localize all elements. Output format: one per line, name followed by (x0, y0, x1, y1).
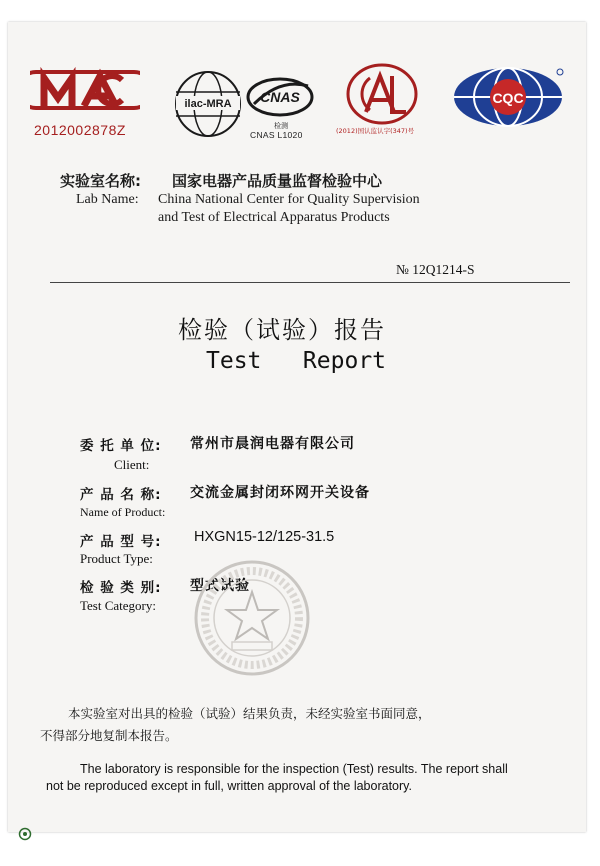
cal-caption: (2012)国认监认字(347)号 (336, 127, 415, 135)
cma-logo (30, 66, 140, 118)
corner-circle-icon (18, 827, 32, 841)
report-title-cn: 检验（试验）报告 (178, 316, 386, 344)
header-divider (50, 282, 570, 283)
corner-mark (18, 826, 32, 845)
svg-text:CQC: CQC (492, 90, 524, 106)
client-label-en: Client: (114, 457, 150, 472)
lab-label-en: Lab Name: (76, 192, 139, 207)
test-category-label-en: Test Category: (80, 598, 156, 613)
test-category-value: 型式试验 (190, 578, 250, 594)
lab-name-cn: 国家电器产品质量监督检验中心 (172, 172, 383, 190)
cma-logo-icon (30, 66, 140, 114)
lab-label-cn: 实验室名称: (60, 172, 141, 190)
cqc-logo (450, 64, 566, 134)
ilac-mra-logo (172, 68, 244, 144)
product-name-label-en: Name of Product: (80, 505, 166, 519)
svg-text:ilac-MRA: ilac-MRA (184, 98, 232, 110)
lab-name-en-line1: China National Center for Quality Supervision (158, 192, 420, 207)
test-category-label-cn: 检 验 类 别: (80, 580, 162, 596)
seal-star-icon (190, 556, 314, 680)
report-number: № 12Q1214-S (396, 262, 475, 277)
client-label-cn: 委 托 单 位: (80, 438, 162, 454)
client-value: 常州市晨润电器有限公司 (190, 436, 355, 452)
product-name-label-cn: 产 品 名 称: (80, 487, 162, 503)
lab-name-en-line2: and Test of Electrical Apparatus Products (158, 210, 390, 225)
cal-logo (344, 62, 420, 130)
cnas-swoosh-icon (244, 74, 316, 120)
svg-text:CNAS: CNAS (260, 89, 300, 105)
cnas-caption-cn: 检测 (274, 122, 288, 130)
report-title-en: Test Report (206, 348, 387, 374)
disclaimer-cn-line1: 本实验室对出具的检验（试验）结果负责，未经实验室书面同意， (68, 706, 431, 721)
disclaimer-en-line1: The laboratory is responsible for the inspection (Test) results. The report shall (80, 762, 508, 776)
disclaimer-en-line2: not be reproduced except in full, written approval of the laboratory. (46, 779, 412, 793)
product-name-value: 交流金属封闭环网开关设备 (190, 485, 370, 501)
cqc-globe-icon (450, 64, 566, 130)
disclaimer-cn-line2: 不得部分地复制本报告。 (40, 728, 178, 743)
cma-number: 2012002878Z (34, 122, 126, 138)
product-type-label-cn: 产 品 型 号: (80, 534, 162, 550)
product-type-value: HXGN15-12/125-31.5 (194, 529, 335, 545)
cnas-logo (244, 74, 316, 124)
cal-mark-icon (344, 62, 420, 126)
cnas-caption: CNAS L1020 (250, 130, 303, 140)
embossed-seal (190, 556, 314, 684)
product-type-label-en: Product Type: (80, 551, 153, 566)
ilac-globe-icon (172, 68, 244, 140)
